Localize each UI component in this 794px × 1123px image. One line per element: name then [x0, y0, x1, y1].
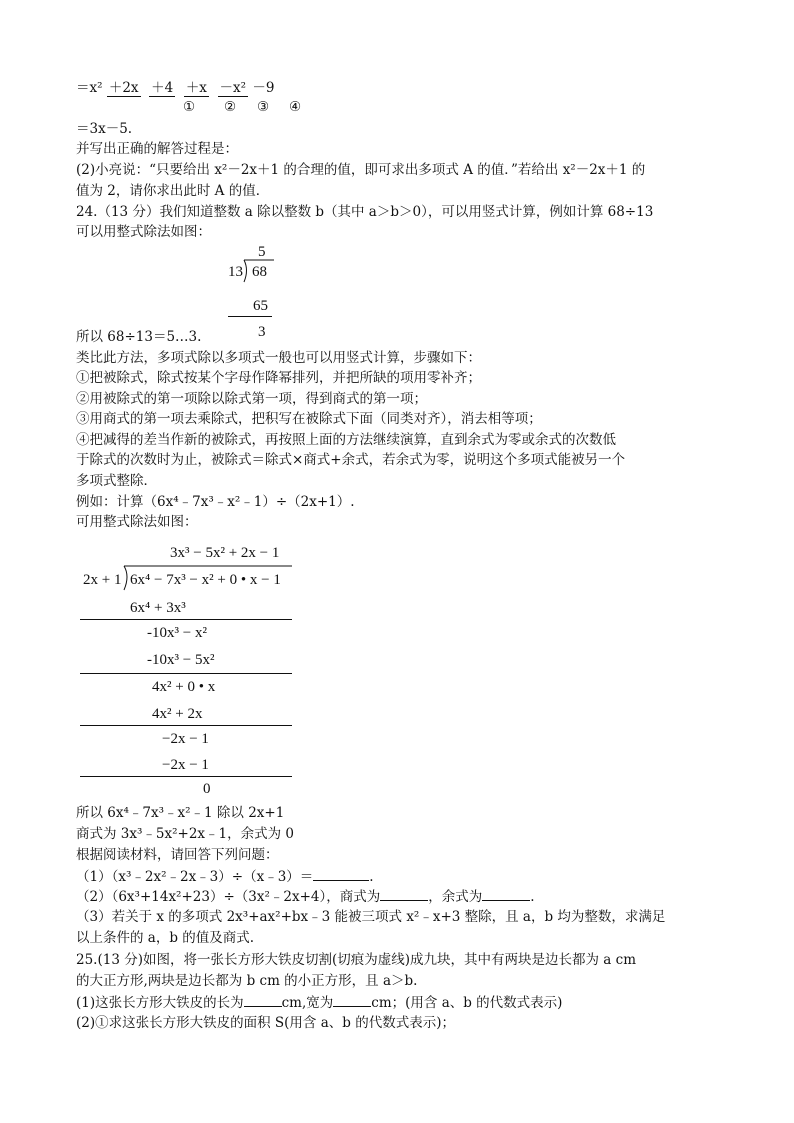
polydiv-line	[80, 673, 292, 674]
question-2-mid: ，余式为	[428, 889, 483, 905]
step-2: ②用被除式的第一项除以除式第一项，得到商式的第一项；	[76, 391, 427, 407]
circle-number-4: ④	[289, 99, 302, 115]
text-line: 根据阅读材料，请回答下列问题：	[76, 847, 279, 863]
step-4-cont: 于除式的次数时为止，被除式＝除式×商式+余式，若余式为零，说明这个多项式能被另一个	[76, 452, 626, 468]
polydiv-row-6: −2x − 1	[162, 731, 209, 747]
question-1-end: .	[369, 869, 374, 885]
polydiv-line	[80, 725, 292, 726]
step-1: ①把被除式，除式按某个字母作降幂排列，并把所缺的项用零补齐；	[76, 370, 481, 386]
text-line: 类比此方法，多项式除以多项式一般也可以用竖式计算，步骤如下：	[76, 350, 481, 366]
polydiv-row-5: 4x² + 2x	[152, 706, 203, 722]
answer-blank[interactable]	[244, 992, 282, 1007]
result-line: ＝3x－5.	[76, 121, 133, 137]
polydiv-line	[80, 619, 292, 620]
question-2-line-2: 值为 2，请你求出此时 A 的值．	[76, 183, 270, 199]
question-2-text: （2）（6x³+14x²+23）÷（3x²﹣2x+4），商式为	[76, 889, 381, 905]
polydiv-row-2: -10x³ − x²	[147, 625, 207, 641]
numdiv-dividend: 68	[252, 264, 267, 280]
step-3: ③用商式的第一项去乘除式，把积写在被除式下面（同类对齐），消去相等项；	[76, 411, 542, 427]
example-line: 例如：计算（6x⁴﹣7x³﹣x²﹣1）÷（2x+1）.	[76, 494, 355, 510]
polydiv-quotient: 3x³ − 5x² + 2x − 1	[170, 545, 280, 561]
polydiv-remainder: 0	[203, 781, 211, 797]
problem-25-q2: (2)①求这张长方形大铁皮的面积 S(用含 a、b 的代数式表示)；	[76, 1015, 455, 1031]
question-2-line: (2)小亮说：“只要给出 x²－2x＋1 的合理的值，即可求出多项式 A 的值．”若给出 x²－2x＋1 的	[76, 162, 646, 178]
polydiv-row-7: −2x − 1	[162, 757, 209, 773]
question-2-end: .	[530, 889, 535, 905]
polydiv-divisor: 2x + 1	[83, 572, 122, 588]
expression-line	[76, 78, 274, 98]
term-4: －x²	[219, 80, 247, 96]
text-line: 商式为 3x³﹣5x²+2x﹣1，余式为 0	[76, 826, 295, 842]
numdiv-quotient: 5	[258, 244, 266, 260]
q1-mid: cm,宽为	[281, 995, 334, 1011]
text-line: 所以 6x⁴﹣7x³﹣x²﹣1 除以 2x+1	[76, 805, 285, 821]
polydiv-line	[80, 776, 292, 777]
polydiv-row-3: -10x³ − 5x²	[147, 652, 215, 668]
circle-number-1: ①	[183, 99, 196, 115]
text-line: 可以用整式除法如图：	[76, 224, 211, 240]
answer-blank[interactable]	[482, 886, 530, 901]
term-2: ＋4	[151, 80, 174, 96]
numdiv-line	[228, 316, 272, 317]
question-2	[76, 886, 535, 907]
answer-blank[interactable]	[313, 866, 369, 881]
polydiv-dividend: 6x⁴ − 7x³ − x² + 0 • x − 1	[130, 572, 281, 588]
problem-25-q1	[76, 992, 562, 1013]
question-1	[76, 866, 374, 887]
circle-number-2: ②	[224, 99, 237, 115]
numdiv-divisor: 13	[228, 264, 243, 280]
circle-number-3: ③	[257, 99, 270, 115]
answer-blank[interactable]	[333, 992, 371, 1007]
step-4: ④把减得的差当作新的被除式，再按照上面的方法继续演算，直到余式为零或余式的次数低	[76, 432, 616, 448]
step-4-cont-2: 多项式整除．	[76, 473, 157, 489]
problem-25-cont: 的大正方形,两块是边长都为 b cm 的小正方形，且 a＞b.	[76, 973, 418, 989]
problem-24-title: 24.（13 分）我们知道整数 a 除以整数 b（其中 a＞b＞0），可以用竖式计算，例如计算 68÷13	[76, 204, 654, 220]
numdiv-result: 所以 68÷13＝5…3.	[76, 329, 202, 345]
q1-end: cm；(用含 a、b 的代数式表示)	[371, 995, 563, 1011]
polydiv-row-1: 6x⁴ + 3x³	[130, 600, 186, 616]
text-line: 并写出正确的解答过程是：	[76, 141, 238, 157]
problem-25-title: 25.(13 分)如图，将一张长方形大铁皮切割(切痕为虚线)成九块，其中有两块是边长都为 a cm	[76, 952, 636, 968]
polydiv-row-4: 4x² + 0 • x	[152, 679, 216, 695]
term-a: ＝x²	[76, 80, 103, 96]
term-1: ＋2x	[108, 80, 139, 96]
numdiv-remainder: 3	[258, 324, 266, 340]
question-1-text: （1）（x³﹣2x²﹣2x﹣3）÷（x﹣3）＝	[76, 869, 314, 885]
answer-blank[interactable]	[380, 886, 428, 901]
term-3: ＋x	[185, 80, 207, 96]
term-f: －9	[252, 80, 275, 96]
question-3: （3）若关于 x 的多项式 2x³+ax²+bx﹣3 能被三项式 x²﹣x+3 整除，且 a，b 均为整数，求满足	[76, 909, 666, 925]
question-3-cont: 以上条件的 a，b 的值及商式.	[76, 930, 255, 946]
numdiv-bracket	[238, 258, 298, 288]
q1-text: (1)这张长方形大铁皮的长为	[76, 995, 244, 1011]
text-line: 可用整式除法如图：	[76, 514, 198, 530]
numdiv-product: 65	[253, 298, 268, 314]
